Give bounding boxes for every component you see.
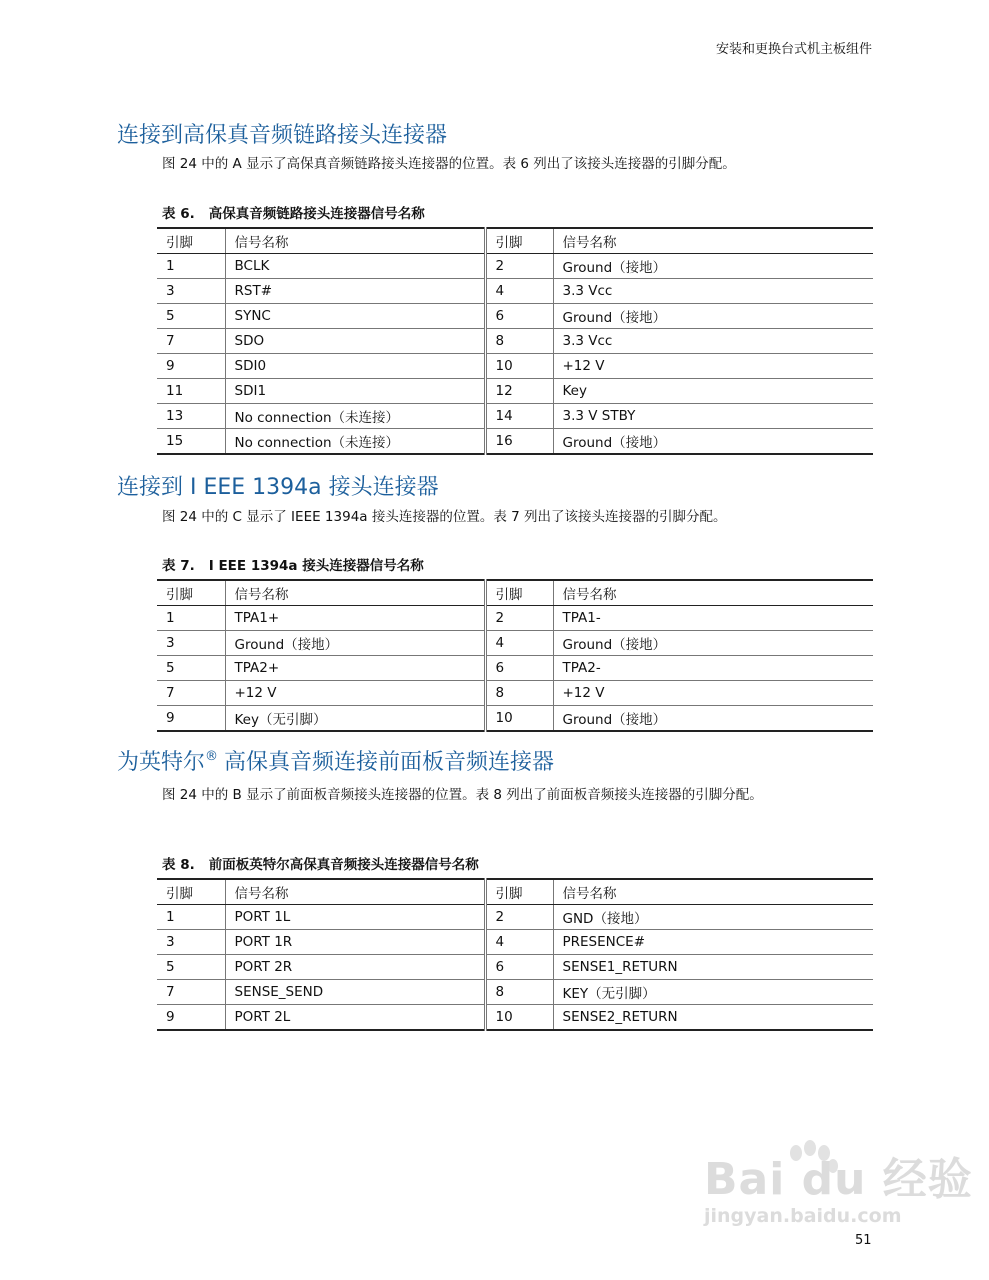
table-label: 表 7. xyxy=(162,558,195,574)
title-text-rest: 高保真音频连接前面板音频连接器 xyxy=(224,750,555,775)
column-header: 信号名称 xyxy=(553,580,873,606)
pin-number-cell: 1 xyxy=(157,905,225,930)
column-header: 引脚 xyxy=(485,879,553,905)
signal-name-cell: +12 V xyxy=(553,354,873,379)
signal-name-cell: KEY（无引脚） xyxy=(553,980,873,1005)
pin-number-cell: 9 xyxy=(157,354,225,379)
signal-name-cell: SENSE2_RETURN xyxy=(553,1005,873,1031)
signal-name-cell: +12 V xyxy=(225,681,485,706)
table-row xyxy=(157,329,873,354)
pin-number-cell: 10 xyxy=(485,354,553,379)
pin-number-cell: 10 xyxy=(485,706,553,732)
signal-name-cell: Ground（接地） xyxy=(225,631,485,656)
pin-number-cell: 2 xyxy=(485,905,553,930)
table-row xyxy=(157,980,873,1005)
signal-name-cell: SDI1 xyxy=(225,379,485,404)
column-header: 信号名称 xyxy=(553,228,873,254)
signal-name-cell: PORT 2R xyxy=(225,955,485,980)
watermark-url: jingyan.baidu.com xyxy=(704,1205,902,1227)
section-intro: 图 24 中的 C 显示了 IEEE 1394a 接头连接器的位置。表 7 列出了该接头连接器的引脚分配。 xyxy=(162,509,727,525)
table-header-row xyxy=(157,580,873,606)
table-row xyxy=(157,354,873,379)
column-header: 信号名称 xyxy=(225,228,485,254)
section-title-ieee1394a: 连接到 I EEE 1394a 接头连接器 xyxy=(117,475,439,500)
baidu-jingyan-watermark xyxy=(700,1143,973,1243)
signal-name-cell: SYNC xyxy=(225,304,485,329)
table-caption xyxy=(162,853,479,873)
signal-name-cell: GND（接地） xyxy=(553,905,873,930)
pin-number-cell: 13 xyxy=(157,404,225,429)
pin-number-cell: 11 xyxy=(157,379,225,404)
signal-name-cell: PORT 2L xyxy=(225,1005,485,1031)
signal-name-cell: Key（无引脚） xyxy=(225,706,485,732)
pin-number-cell: 1 xyxy=(157,606,225,631)
registered-mark: ® xyxy=(205,749,219,764)
signal-name-cell: +12 V xyxy=(553,681,873,706)
column-header: 引脚 xyxy=(157,879,225,905)
column-header: 引脚 xyxy=(485,228,553,254)
column-header: 信号名称 xyxy=(225,580,485,606)
signal-name-cell: 3.3 V STBY xyxy=(553,404,873,429)
pin-number-cell: 7 xyxy=(157,329,225,354)
table-header-row xyxy=(157,228,873,254)
signal-name-cell: Ground（接地） xyxy=(553,631,873,656)
signal-name-cell: 3.3 Vcc xyxy=(553,279,873,304)
pin-number-cell: 7 xyxy=(157,980,225,1005)
signal-name-cell: RST# xyxy=(225,279,485,304)
signal-name-cell: SDI0 xyxy=(225,354,485,379)
table-header-row xyxy=(157,879,873,905)
table-row xyxy=(157,606,873,631)
column-header: 信号名称 xyxy=(225,879,485,905)
pin-number-cell: 8 xyxy=(485,681,553,706)
signal-name-cell: PORT 1R xyxy=(225,930,485,955)
table-label: 表 8. xyxy=(162,857,195,873)
table-row xyxy=(157,429,873,455)
section-title-front-panel-audio xyxy=(117,745,554,776)
pin-number-cell: 2 xyxy=(485,606,553,631)
signal-name-cell: PRESENCE# xyxy=(553,930,873,955)
signal-name-cell: PORT 1L xyxy=(225,905,485,930)
pin-table-ieee1394a xyxy=(157,579,873,732)
title-text: 为英特尔 xyxy=(117,750,206,775)
table-title: 高保真音频链路接头连接器信号名称 xyxy=(208,206,425,222)
pin-number-cell: 2 xyxy=(485,254,553,279)
section-title-hd-audio-link: 连接到高保真音频链路接头连接器 xyxy=(117,123,448,148)
table-row xyxy=(157,404,873,429)
pin-number-cell: 1 xyxy=(157,254,225,279)
pin-number-cell: 6 xyxy=(485,955,553,980)
table-row xyxy=(157,681,873,706)
column-header: 引脚 xyxy=(157,228,225,254)
table-caption xyxy=(162,202,425,222)
pin-number-cell: 16 xyxy=(485,429,553,455)
pin-number-cell: 8 xyxy=(485,980,553,1005)
table-row xyxy=(157,1005,873,1031)
pin-number-cell: 12 xyxy=(485,379,553,404)
signal-name-cell: TPA2+ xyxy=(225,656,485,681)
pin-table-hd-audio-link xyxy=(157,227,873,455)
pin-number-cell: 15 xyxy=(157,429,225,455)
pin-number-cell: 5 xyxy=(157,656,225,681)
signal-name-cell: Ground（接地） xyxy=(553,429,873,455)
signal-name-cell: BCLK xyxy=(225,254,485,279)
signal-name-cell: SENSE_SEND xyxy=(225,980,485,1005)
table-row xyxy=(157,379,873,404)
signal-name-cell: TPA1+ xyxy=(225,606,485,631)
table-row xyxy=(157,279,873,304)
table-title: 前面板英特尔高保真音频接头连接器信号名称 xyxy=(208,857,479,873)
pin-number-cell: 6 xyxy=(485,304,553,329)
pin-number-cell: 9 xyxy=(157,706,225,732)
pin-number-cell: 3 xyxy=(157,279,225,304)
pin-number-cell: 10 xyxy=(485,1005,553,1031)
page-number: 51 xyxy=(855,1233,872,1248)
signal-name-cell: Ground（接地） xyxy=(553,254,873,279)
section-intro: 图 24 中的 B 显示了前面板音频接头连接器的位置。表 8 列出了前面板音频接头连接器的引脚分配。 xyxy=(162,787,763,803)
table-row xyxy=(157,254,873,279)
signal-name-cell: TPA1- xyxy=(553,606,873,631)
table-row xyxy=(157,631,873,656)
signal-name-cell: SDO xyxy=(225,329,485,354)
signal-name-cell: Key xyxy=(553,379,873,404)
pin-number-cell: 8 xyxy=(485,329,553,354)
pin-number-cell: 6 xyxy=(485,656,553,681)
section-intro: 图 24 中的 A 显示了高保真音频链路接头连接器的位置。表 6 列出了该接头连接器的引脚分配。 xyxy=(162,156,736,172)
signal-name-cell: No connection（未连接） xyxy=(225,429,485,455)
pin-number-cell: 7 xyxy=(157,681,225,706)
signal-name-cell: No connection（未连接） xyxy=(225,404,485,429)
signal-name-cell: Ground（接地） xyxy=(553,304,873,329)
column-header: 引脚 xyxy=(485,580,553,606)
watermark-logo-text: Bai du 经验 xyxy=(704,1154,973,1205)
pin-number-cell: 5 xyxy=(157,304,225,329)
pin-number-cell: 4 xyxy=(485,930,553,955)
table-row xyxy=(157,706,873,732)
pin-number-cell: 3 xyxy=(157,930,225,955)
pin-number-cell: 4 xyxy=(485,279,553,304)
pin-number-cell: 9 xyxy=(157,1005,225,1031)
pin-number-cell: 5 xyxy=(157,955,225,980)
table-row xyxy=(157,905,873,930)
signal-name-cell: SENSE1_RETURN xyxy=(553,955,873,980)
column-header: 信号名称 xyxy=(553,879,873,905)
table-label: 表 6. xyxy=(162,206,195,222)
table-row xyxy=(157,304,873,329)
pin-table-front-panel-audio xyxy=(157,878,873,1031)
running-header: 安装和更换台式机主板组件 xyxy=(715,42,872,57)
signal-name-cell: 3.3 Vcc xyxy=(553,329,873,354)
pin-number-cell: 3 xyxy=(157,631,225,656)
pin-number-cell: 14 xyxy=(485,404,553,429)
table-row xyxy=(157,955,873,980)
table-caption xyxy=(162,554,424,574)
signal-name-cell: TPA2- xyxy=(553,656,873,681)
column-header: 引脚 xyxy=(157,580,225,606)
table-row xyxy=(157,656,873,681)
signal-name-cell: Ground（接地） xyxy=(553,706,873,732)
pin-number-cell: 4 xyxy=(485,631,553,656)
table-title: I EEE 1394a 接头连接器信号名称 xyxy=(208,558,424,574)
table-row xyxy=(157,930,873,955)
